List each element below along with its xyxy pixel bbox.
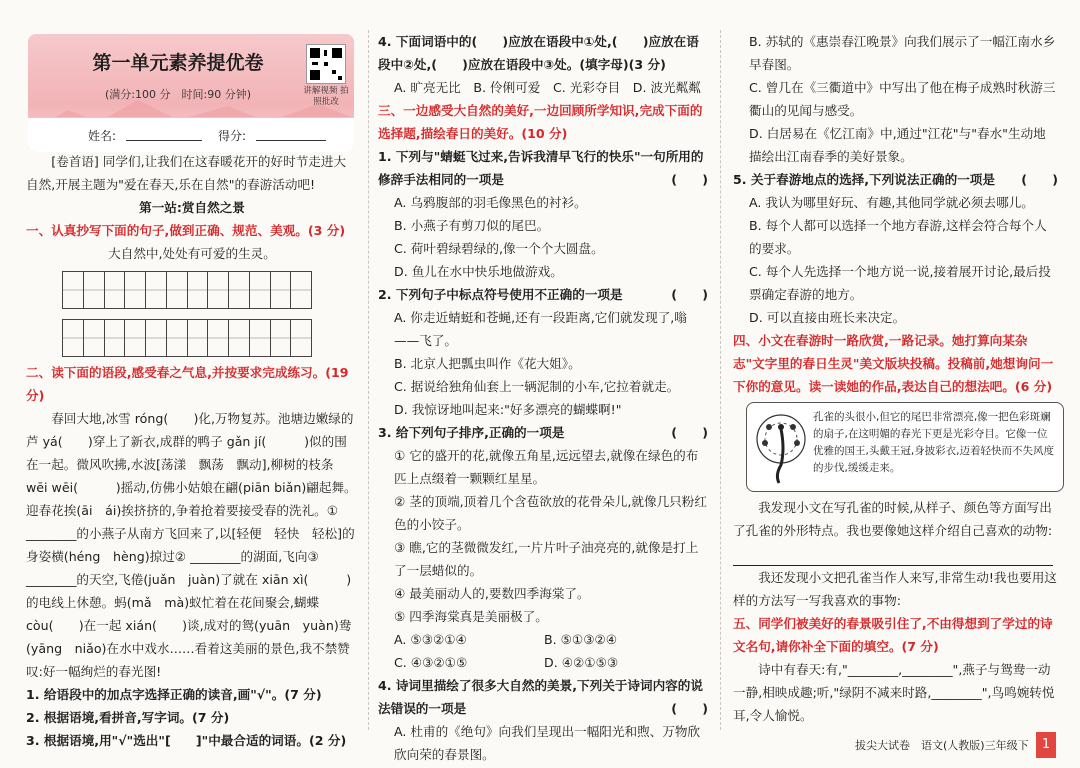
reflection-1: 我发现小文在写孔雀的时候,从样子、颜色等方面写出了孔雀的外形特点。我也要像她这样介绍自己喜欢的动物: [733, 500, 1053, 538]
question-2-4: 4. 下面词语中的( )应放在语段中①处,( )应放在语段中②处,( )应放在语段中③处。(填字母)(3 分) [378, 34, 699, 72]
mcq-4-option[interactable]: D. 白居易在《忆江南》中,通过"江花"与"春水"生动地描绘出江南春季的美好景象。 [749, 126, 1046, 164]
mcq-5: 5. 关于春游地点的选择,下列说法正确的一项是 ( ) [733, 172, 1058, 187]
exam-subtitle: (满分:100 分 时间:90 分钟) [105, 88, 251, 101]
peacock-passage-box [746, 402, 1064, 492]
page-number: 1 [1036, 732, 1056, 758]
mcq-1-text: 1. 下列与"蜻蜓飞过来,告诉我清早飞行的快乐"一句所用的修辞手法相同的一项是 [378, 149, 704, 187]
mcq-3: 3. 给下列句子排序,正确的一项是 ( ) [378, 425, 708, 440]
column-2 [378, 0, 708, 766]
mcq-4-text: 4. 诗词里描绘了很多大自然的美景,下列关于诗词内容的说法错误的一项是 [378, 678, 703, 716]
mcq-1-option[interactable]: A. 乌鸦腹部的羽毛像黑色的衬衫。 [394, 195, 587, 210]
mcq-4-option[interactable]: A. 杜甫的《绝句》向我们呈现出一幅阳光和煦、万物欣欣向荣的春景图。 [394, 724, 701, 762]
mcq-3-text: 3. 给下列句子排序,正确的一项是 [378, 425, 565, 440]
mcq-2: 2. 下列句子中标点符号使用不正确的一项是 ( ) [378, 287, 708, 302]
mcq-3-option[interactable]: C. ④③②①⑤ [394, 655, 468, 670]
question-2-3: 3. 根据语境,用"√"选出"[ ]"中最合适的词语。(2 分) [26, 733, 347, 748]
mcq-2-option[interactable]: A. 你走近蜻蜓和苍蝇,还有一段距离,它们就发现了,嗡——飞了。 [394, 310, 687, 348]
sentence-item: ② 茎的顶端,顶着几个含苞欲放的花骨朵儿,就像几只粉红色的小饺子。 [394, 494, 707, 532]
footer-brand: 拔尖大试卷 语文(人教版)三年级下 [855, 739, 1029, 752]
mcq-2-option[interactable]: C. 据说给独角仙套上一辆泥制的小车,它拉着就走。 [394, 379, 680, 394]
column-divider [368, 30, 369, 730]
peacock-icon [753, 409, 809, 485]
mcq-5-option[interactable]: C. 每个人先选择一个地方说一说,接着展开讨论,最后投票确定春游的地方。 [749, 264, 1051, 302]
column-3-lower [733, 496, 1058, 727]
mcq-3-option[interactable]: A. ⑤③②①④ [394, 632, 467, 647]
question-2-4-options: A. 旷亮无比 B. 伶俐可爱 C. 光彩夺目 D. 波光粼粼 [394, 80, 701, 95]
poem-fill-in: 诗中有春天:有,"________,________",燕子与鸳鸯一动一静,相映成趣;听,"绿阴不减来时路,________",鸟鸣婉转悦耳,令人愉悦。 [733, 662, 1055, 723]
column-3 [733, 0, 1058, 398]
mcq-1: 1. 下列与"蜻蜓飞过来,告诉我清早飞行的快乐"一句所用的修辞手法相同的一项是 ( ) [378, 149, 708, 187]
sentence-item: ④ 最美丽动人的,要数四季海棠了。 [394, 586, 590, 601]
question-2-2: 2. 根据语境,看拼音,写字词。(7 分) [26, 710, 230, 725]
column-1 [26, 0, 358, 752]
mcq-5-option[interactable]: B. 每个人都可以选择一个地方春游,这样会符合每个人的要求。 [749, 218, 1047, 256]
sentence-item: ⑤ 四季海棠真是美丽极了。 [394, 609, 548, 624]
name-label: 姓名: [88, 129, 117, 143]
column-divider [720, 30, 721, 730]
writing-grid[interactable] [62, 271, 312, 309]
mcq-5-option[interactable]: A. 我认为哪里好玩、有趣,其他同学就必须去哪儿。 [749, 195, 1034, 210]
mcq-2-option[interactable]: B. 北京人把瓢虫叫作《花大姐》。 [394, 356, 581, 371]
station-title: 第一站:赏自然之景 [139, 200, 245, 215]
spring-passage: 春回大地,冰雪 róng( )化,万物复苏。池塘边嫩绿的芦 yá( )穿上了新衣,成群的鸭子 gǎn jí( )似的围在一起。微风吹拂,水波[荡漾 飘荡 飘动],柳树的枝条 wēi wēi( )摇动,仿佛小姑娘在翩(piān biǎn)翩起舞。迎春花挨(āi ái)挨挤挤的,争着抢着要接受春的洗礼。① ________的小燕子从南方飞回来了,以[轻便 轻快 轻松]的身姿横(héng hèng)掠过② ________的湖面,飞向③ ________的天空,飞倦(juǎn juàn)了就在 xiān xì( )的电线上休憩。蚂(mǎ mà)蚁忙着在花间聚会,蝴蝶 còu( )在一起 xián( )谈,成对的鸳(yuān yuàn)鸯(yāng niǎo)在水中戏水……看着这美丽的景色,我不禁赞叹:好一幅绚烂的春光图! [26, 411, 357, 679]
mcq-5-text: 5. 关于春游地点的选择,下列说法正确的一项是 [733, 172, 995, 187]
mcq-2-option[interactable]: D. 我惊讶地叫起来:"好多漂亮的蝴蝶啊!" [394, 402, 622, 417]
sentence-item: ③ 瞧,它的茎微微发红,一片片叶子油亮亮的,就像是打上了一层蜡似的。 [394, 540, 699, 578]
mcq-4: 4. 诗词里描绘了很多大自然的美景,下列关于诗词内容的说法错误的一项是 ( ) [378, 678, 708, 716]
answer-line[interactable] [733, 542, 1053, 566]
mcq-3-option[interactable]: D. ④②①⑤③ [544, 655, 619, 670]
mcq-1-option[interactable]: B. 小燕子有剪刀似的尾巴。 [394, 218, 550, 233]
mcq-3-option[interactable]: B. ⑤①③②④ [544, 632, 618, 647]
question-2-1: 1. 给语段中的加点字选择正确的读音,画"√"。(7 分) [26, 687, 322, 702]
section-1-heading: 一、认真抄写下面的句子,做到正确、规范、美观。(3 分) [26, 223, 346, 238]
mcq-3-answers [378, 651, 708, 674]
qr-caption: 讲解视频 拍照批改 [303, 86, 349, 107]
mcq-4-option[interactable]: C. 曾几在《三衢道中》中写出了他在梅子成熟时秋游三衢山的见闻与感受。 [749, 80, 1056, 118]
copy-sentence: 大自然中,处处有可爱的生灵。 [108, 246, 276, 261]
section-3-heading: 三、一边感受大自然的美好,一边回顾所学知识,完成下面的选择题,描绘春日的美好。(10 分) [378, 103, 703, 141]
exam-title: 第一单元素养提优卷 [92, 52, 264, 74]
mcq-4-option[interactable]: B. 苏轼的《惠崇春江晚景》向我们展示了一幅江南水乡早春图。 [749, 34, 1056, 72]
score-label: 得分: [218, 129, 247, 143]
writing-grid[interactable] [62, 319, 312, 357]
writing-grid-area [26, 265, 358, 361]
section-5-heading: 五、同学们被美好的春景吸引住了,不由得想到了学过的诗文名句,请你补全下面的填空。(7 分) [733, 616, 1053, 654]
mcq-1-option[interactable]: C. 荷叶碧绿碧绿的,像一个个大圆盘。 [394, 241, 604, 256]
section-2-heading: 二、读下面的语段,感受春之气息,并按要求完成练习。(19 分) [26, 365, 349, 403]
reflection-2: 我还发现小文把孔雀当作人来写,非常生动!我也要用这样的方法写一写我喜欢的事物: [733, 570, 1057, 608]
mcq-1-option[interactable]: D. 鱼儿在水中快乐地做游戏。 [394, 264, 563, 279]
sentence-item: ① 它的盛开的花,就像五角星,远远望去,就像在绿色的布匹上点缀着一颗颗红星星。 [394, 448, 699, 486]
section-4-heading: 四、小文在春游时一路欣赏,一路记录。她打算向某杂志"文字里的春日生灵"美文版块投稿。投稿前,她想询问一下你的意见。读一读她的作品,表达自己的想法吧。(6 分) [733, 333, 1054, 394]
mcq-3-answers [378, 628, 708, 651]
intro-text: [卷首语] 同学们,让我们在这春暖花开的好时节走进大自然,开展主题为"爱在春天,乐在自然"的春游活动吧! [26, 154, 347, 192]
peacock-passage: 孔雀的头很小,但它的尾巴非常漂亮,像一把色彩斑斓的扇子,在这明媚的春光下更是光彩夺目。它像一位优雅的国王,头戴王冠,身披彩衣,迈着轻快而不失风度的步伐,缓缓走来。 [813, 411, 1055, 474]
mcq-5-option[interactable]: D. 可以直接由班长来决定。 [749, 310, 906, 325]
mcq-2-text: 2. 下列句子中标点符号使用不正确的一项是 [378, 287, 623, 302]
